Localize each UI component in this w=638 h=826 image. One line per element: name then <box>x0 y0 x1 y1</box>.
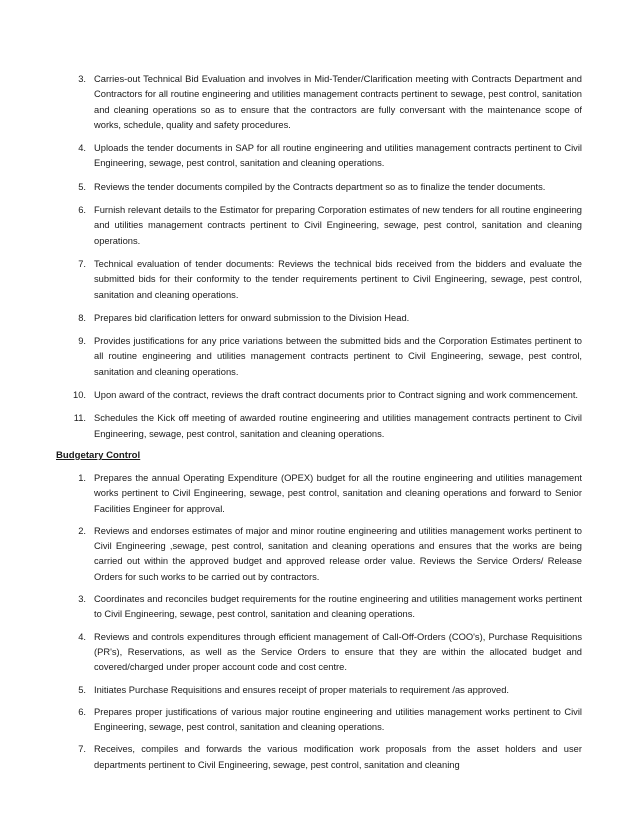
item-text: Reviews the tender documents compiled by the Contracts department so as to finalize the tender documents. <box>94 181 546 192</box>
item-text: Prepares proper justifications of various major routine engineering and utilities management works pertinent to Civil Engineering, sewage, pest control, sanitation and cleaning operations. <box>94 706 582 733</box>
section-heading: Budgetary Control <box>56 449 141 461</box>
item-number: 4. <box>78 631 86 642</box>
list-item <box>56 592 582 623</box>
list-item <box>56 388 582 403</box>
item-text: Reviews and endorses estimates of major and minor routine engineering and utilities management works pertinent to Civil Engineering ,sewage, pest control, sanitation and cleaning operations and ensures that the works are being carried out within the approved budget and approved release order value. Reviews the Service Orders/ Release Orders for such works to be carried out by contractors. <box>94 525 582 582</box>
item-text: Technical evaluation of tender documents: Reviews the technical bids received from the bidders and evaluate the submitted bids for their conformity to the tender requirements pertinent to Civil Engineering, sewage, pest control, sanitation and cleaning operations. <box>94 258 582 300</box>
list-item <box>56 411 582 442</box>
item-text: Provides justifications for any price variations between the submitted bids and the Corporation Estimates pertinent to all routine engineering and utilities management contracts pertinent to Civil Engineering, sewage, pest control, sanitation and cleaning operations. <box>94 336 582 377</box>
item-number: 6. <box>78 205 86 216</box>
item-text: Furnish relevant details to the Estimator for preparing Corporation estimates of new tenders for all routine engineering and utilities management contracts pertinent to Civil Engineering, sewage, pest control, sanitation and cleaning operations. <box>94 205 582 246</box>
item-number: 1. <box>78 472 86 483</box>
list-item <box>56 141 582 172</box>
duties-list <box>56 72 582 442</box>
item-number: 8. <box>78 312 86 323</box>
list-item <box>56 311 582 326</box>
item-number: 9. <box>78 336 86 347</box>
item-text: Schedules the Kick off meeting of awarded routine engineering and utilities management contracts pertinent to Civil Engineering, sewage, pest control, sanitation and cleaning operations. <box>94 413 582 439</box>
list-item <box>56 180 582 195</box>
item-number: 3. <box>78 74 86 84</box>
item-text: Reviews and controls expenditures through efficient management of Call-Off-Orders (COO's), Purchase Requisitions (PR's), Reservations, as well as the Service Orders to ensure that they are within the allocated budget and covered/charged under proper account code and cost centre. <box>94 631 582 673</box>
item-text: Coordinates and reconciles budget requirements for the routine engineering and utilities management works pertinent to Civil Engineering, sewage, pest control, sanitation and cleaning operations. <box>94 594 582 620</box>
budgetary-control-list <box>56 471 582 773</box>
item-number: 4. <box>78 143 86 154</box>
item-number: 10. <box>73 390 86 401</box>
item-number: 7. <box>78 744 86 755</box>
item-number: 6. <box>78 706 86 717</box>
list-item <box>56 705 582 736</box>
list-item <box>56 742 582 773</box>
item-number: 5. <box>78 684 86 695</box>
item-text: Upon award of the contract, reviews the draft contract documents prior to Contract signing and work commencement. <box>94 390 579 401</box>
list-item <box>56 683 582 698</box>
item-number: 5. <box>78 181 86 192</box>
list-item <box>56 630 582 676</box>
list-item <box>56 203 582 249</box>
list-item <box>56 257 582 303</box>
list-item <box>56 524 582 585</box>
item-text: Prepares bid clarification letters for onward submission to the Division Head. <box>94 312 410 323</box>
item-number: 2. <box>78 525 86 536</box>
item-text: Prepares the annual Operating Expenditure (OPEX) budget for all the routine engineering and utilities management works pertinent to Civil Engineering, sewage, pest control, sanitation and cleaning operations and forward to Senior Facilities Engineer for approval. <box>94 472 582 514</box>
list-item <box>56 471 582 517</box>
item-text: Initiates Purchase Requisitions and ensures receipt of proper materials to requirement /as approved. <box>94 684 509 695</box>
item-number: 11. <box>73 413 86 424</box>
item-text: Carries-out Technical Bid Evaluation and involves in Mid-Tender/Clarification meeting with Contracts Department and Contractors for all routine engineering and utilities management contracts pertinent to sewage, pest control, sanitation and cleaning operations so as to ensure that the contractors are fully conversant with the maintenance scope of works, schedule, quality and safety procedures. <box>94 74 582 130</box>
item-number: 7. <box>78 258 86 269</box>
item-text: Uploads the tender documents in SAP for all routine engineering and utilities management contracts pertinent to Civil Engineering, sewage, pest control, sanitation and cleaning operations. <box>94 143 582 169</box>
item-text: Receives, compiles and forwards the various modification work proposals from the asset holders and user departments pertinent to Civil Engineering, sewage, pest control, sanitation and cleaning <box>94 744 582 770</box>
list-item <box>56 72 582 133</box>
list-item <box>56 334 582 380</box>
item-number: 3. <box>78 594 86 605</box>
